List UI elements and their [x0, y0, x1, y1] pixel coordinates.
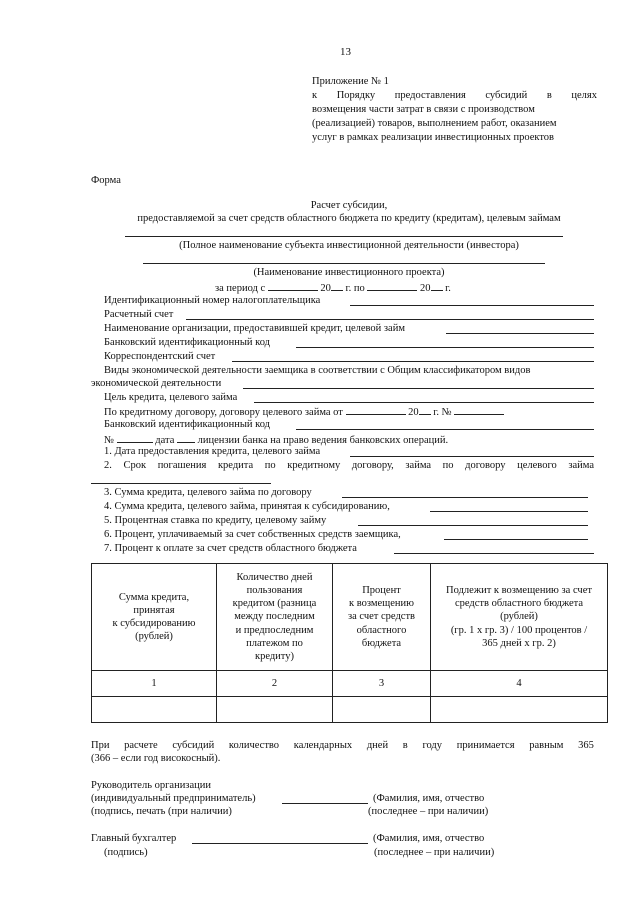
item-7-label: 7. Процент к оплате за счет средств областного бюджета [104, 543, 357, 554]
bik2-label: Банковский идентификационный код [104, 419, 271, 430]
header-text: (гр. 1 x гр. 3) / 100 процентов / [450, 624, 588, 636]
purpose-label: Цель кредита, целевого займа [104, 392, 238, 403]
header-cell-4 [431, 564, 608, 671]
word: году [422, 740, 443, 751]
word: в [402, 740, 408, 751]
column-number: 2 [217, 671, 333, 697]
word: субсидий [485, 90, 528, 101]
column-number: 1 [92, 671, 217, 697]
calculation-table [91, 563, 608, 723]
accountant-patronymic-caption: (последнее – при наличии) [374, 847, 495, 858]
header-text: (рублей) [135, 631, 173, 643]
item-7-blank[interactable] [394, 553, 594, 554]
header-text: 365 дней x гр. 2) [482, 637, 556, 649]
contract-date-blank[interactable] [346, 404, 406, 415]
accountant-label: Главный бухгалтер [91, 833, 177, 844]
contract-number-label: г. № [433, 407, 452, 418]
account-blank[interactable] [186, 319, 594, 320]
header-text: кредиту) [254, 650, 295, 662]
data-cell[interactable] [333, 697, 431, 723]
head-signature-line[interactable] [282, 803, 368, 804]
header-text: платежом по [246, 637, 303, 649]
header-text: областного [356, 624, 407, 636]
item-2-blank[interactable] [91, 483, 271, 484]
accountant-sign-caption: (подпись) [104, 847, 148, 858]
appendix-line-3: (реализацией) товаров, выполнением работ, оказанием [312, 118, 557, 129]
header-text: средств областного бюджета [454, 598, 584, 610]
purpose-blank[interactable] [254, 402, 594, 403]
contract-prefix: По кредитному договору, договору целевого займа от [104, 407, 343, 418]
item-5-label: 5. Процентная ставка по кредиту, целевому займу [104, 515, 327, 526]
period-suffix: г. [445, 283, 451, 294]
license-rest: лицензии банка на право ведения банковских операций. [197, 435, 449, 446]
word: субсидий [172, 740, 215, 751]
lender-blank[interactable] [446, 333, 594, 334]
head-title: Руководитель организации [91, 780, 211, 791]
header-text: Подлежит к возмещению за счет [446, 585, 592, 597]
period-year-1: 20 [320, 283, 331, 294]
column-number: 3 [333, 671, 431, 697]
column-number: 4 [431, 671, 608, 697]
word: дней [366, 740, 389, 751]
word: календарных [293, 740, 353, 751]
item-4-blank[interactable] [430, 511, 588, 512]
inn-label: Идентификационный номер налогоплательщика [104, 295, 321, 306]
item-1-label: 1. Дата предоставления кредита, целевого займа [104, 446, 321, 457]
license-date-blank[interactable] [177, 432, 195, 443]
header-text: принятая [133, 604, 175, 616]
word: принимается [456, 740, 515, 751]
heading-line-1: Расчет субсидии, [310, 200, 388, 211]
table-header-row [92, 564, 608, 671]
period-prefix: за период с [215, 283, 266, 294]
header-text: пользования [246, 585, 303, 597]
period-year-2-blank[interactable] [431, 280, 443, 291]
header-text: бюджета [361, 637, 402, 649]
word: к [312, 90, 318, 101]
license-number-label: № [104, 435, 115, 446]
item-6-label: 6. Процент, уплачиваемый за счет собственных средств заемщика, [104, 529, 401, 540]
word: предоставления [394, 90, 466, 101]
header-text: между последним [234, 611, 315, 623]
account-label: Расчетный счет [104, 309, 174, 320]
data-cell[interactable] [431, 697, 608, 723]
table-number-row [92, 671, 608, 697]
bik2-blank[interactable] [296, 429, 594, 430]
entrepreneur-label: (индивидуальный предприниматель) [91, 793, 256, 804]
subject-caption: (Полное наименование субъекта инвестиционной деятельности (инвестора) [179, 240, 519, 251]
word: При [91, 740, 110, 751]
header-text: и предпоследним [235, 624, 314, 636]
appendix-line-2: возмещения части затрат в связи с производством [312, 104, 535, 115]
okved-label-1: Виды экономической деятельности заемщика в соответствии с Общим классификатором видов [104, 365, 531, 376]
item-1-blank[interactable] [350, 456, 594, 457]
item-3-blank[interactable] [342, 497, 588, 498]
header-cell-2 [217, 564, 333, 671]
appendix-title: Приложение № 1 [312, 76, 389, 87]
contract-year: 20 [408, 407, 419, 418]
header-text: к субсидированию [112, 618, 196, 629]
note-line-1 [91, 739, 594, 752]
header-text: к возмещению [349, 598, 414, 610]
contract-year-blank[interactable] [419, 404, 431, 415]
lender-label: Наименование организации, предоставившей кредит, целевой займ [104, 323, 405, 334]
data-cell[interactable] [217, 697, 333, 723]
header-text: Сумма кредита, [118, 591, 190, 603]
period-start-blank[interactable] [268, 280, 318, 291]
header-text: Количество дней [236, 572, 313, 584]
item-5-blank[interactable] [358, 525, 588, 526]
header-text: кредитом (разница [232, 598, 317, 610]
contract-number-blank[interactable] [454, 404, 504, 415]
word: целях [571, 90, 597, 101]
item-4-label: 4. Сумма кредита, целевого займа, принятая к субсидированию, [104, 501, 390, 512]
inn-blank[interactable] [350, 305, 594, 306]
bik-blank[interactable] [296, 347, 594, 348]
project-blank-line [143, 263, 545, 264]
note-line-2: (366 – если год високосный). [91, 753, 221, 764]
period-end-blank[interactable] [367, 280, 417, 291]
license-date-label: дата [155, 435, 175, 446]
corr-blank[interactable] [232, 361, 594, 362]
word: в [546, 90, 552, 101]
okved-blank[interactable] [243, 388, 594, 389]
word: расчете [124, 740, 158, 751]
header-cell-1 [92, 564, 217, 671]
head-patronymic-caption: (последнее – при наличии) [368, 806, 489, 817]
appendix-line-4: услуг в рамках реализации инвестиционных проектов [312, 132, 554, 143]
item-6-blank[interactable] [444, 539, 588, 540]
period-year-2: 20 [420, 283, 431, 294]
table-data-row [92, 697, 608, 723]
appendix-line-1 [312, 89, 597, 102]
header-text: Процент [362, 585, 401, 597]
word: количество [228, 740, 280, 751]
accountant-name-label: (Фамилия, имя, отчество [373, 833, 485, 844]
bik-label: Банковский идентификационный код [104, 337, 271, 348]
subject-blank-line [125, 236, 563, 237]
item-3-label: 3. Сумма кредита, целевого займа по договору [104, 487, 312, 498]
head-sign-caption: (подпись, печать (при наличии) [91, 806, 232, 817]
head-name-label: (Фамилия, имя, отчество [373, 793, 485, 804]
okved-label-2: экономической деятельности [91, 378, 222, 389]
period-line [215, 280, 451, 295]
page-number: 13 [340, 46, 351, 58]
form-label: Форма [91, 175, 121, 186]
header-text: за счет средств [347, 611, 416, 623]
corr-label: Корреспондентский счет [104, 351, 216, 362]
license-number-blank[interactable] [117, 432, 153, 443]
contract-line [104, 404, 504, 419]
header-cell-3 [333, 564, 431, 671]
data-cell[interactable] [92, 697, 217, 723]
period-mid: г. по [345, 283, 365, 294]
header-text: (рублей) [500, 611, 538, 623]
word: Порядку [336, 90, 376, 101]
accountant-signature-line[interactable] [192, 843, 368, 844]
word: равным [529, 740, 564, 751]
item-2-label: 2. Срок погашения кредита по кредитному договору, займа по договору целевого займа [104, 460, 594, 471]
word: 365 [578, 740, 594, 751]
heading-line-2: предоставляемой за счет средств областного бюджета по кредиту (кредитам), целевым займам [137, 213, 561, 224]
project-caption: (Наименование инвестиционного проекта) [253, 267, 445, 278]
period-year-1-blank[interactable] [331, 280, 343, 291]
